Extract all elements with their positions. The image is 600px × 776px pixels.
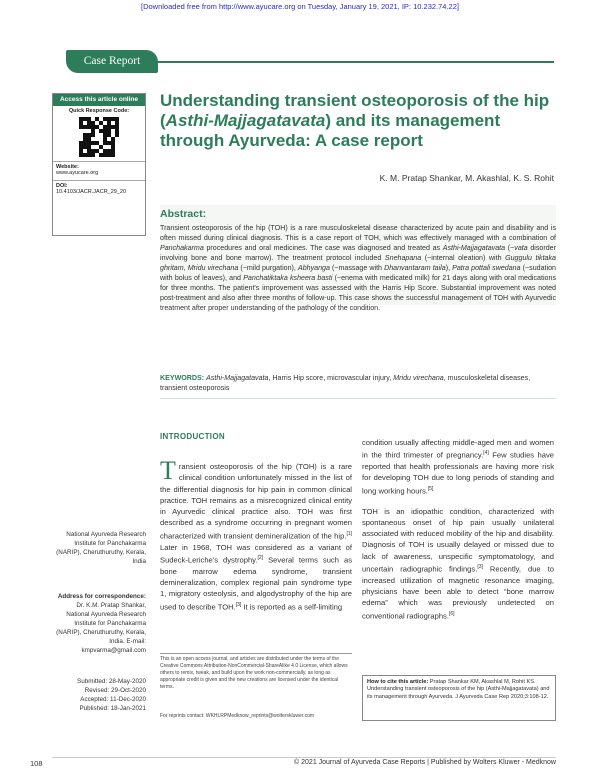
correspondence-text: Dr. K.M. Pratap Shankar, National Ayurveda Research Institute for Panchakarma (NARIP), Cheruthuruthy, Kerala, India. E-mail: kmpvarma@gmail.com (56, 602, 146, 654)
ref-link[interactable]: [5] (427, 485, 434, 492)
doi-block (53, 180, 145, 195)
abstract-divider (160, 398, 556, 399)
ref-link[interactable]: [1] (346, 530, 352, 537)
access-article-box (52, 93, 146, 236)
cite-label: How to cite this article: (367, 679, 429, 685)
introduction-heading: INTRODUCTION (160, 432, 225, 441)
title-text-end: ) and its management through Ayurveda: A case report (160, 111, 501, 150)
revised-date: Revised: 29-Oct-2020 (84, 687, 146, 694)
correspondence-label: Address for correspondence: (57, 593, 146, 600)
authors: K. M. Pratap Shankar, M. Akashlal, K. S. Rohit (379, 173, 554, 183)
page-number: 108 (30, 759, 43, 768)
drop-cap: T (160, 456, 176, 485)
intro-column-1: Transient osteoporosis of the hip (TOH) is a rare clinical condition unfortunately missed in the list of the differential diagnosis for hip pain in common clinical practice. TOH remains as a misrecognized clinical entity in Ayurvedic clinical practice also. TOH was first described as a syndrome occurring in pregnant women characterized with transient demineralization of the hip.[1] Later in 1968, TOH was considered as a variant of Sudeck-Leriche's dystrophy.[2] Several terms such as bone marrow edema syndrome, transient demineralization, complex regional pain syndrome type 1, migratory osteolysis, and algodystrophy of the hip are used to describe TOH.[3] It is reported as a self-limiting (160, 456, 352, 612)
ref-link[interactable]: [4] (483, 450, 489, 457)
article-dates (52, 677, 146, 713)
download-notice[interactable]: [Downloaded free from http://www.ayucare.org on Tuesday, January 19, 2021, IP: 10.232.74.22] (141, 2, 459, 11)
published-date: Published: 18-Jan-2021 (79, 705, 146, 712)
website-block (53, 161, 145, 176)
website-label: Website: (56, 164, 79, 170)
abstract-text: Transient osteoporosis of the hip (TOH) is a rare musculoskeletal disease characterized by acute pain and disability and is often missed during clinical diagnosis. This is a case report of TOH, which was effectively managed with a combination of Panchakarma procedures and oral medicines. The case was diagnosed and treated as Asthi-Majjagatavata (~vata disorder involving bone and bone marrow). The treatment protocol included Snehapana (~internal oleation) with Guggulu tiktaka ghritam, Mridu virechana (~mild purgation), Abhyanga (~massage with Dhanvantaram taila), Patra pottali swedana (~sudation with bolus of leaves), and Panchatiktaka ksheera basti (~enema with medicated milk) for 21 days along with oral medications for three months. The patient's improvement was assessed with the Harris Hip Score. Substantial improvement was noted post-treatment and also after three months of follow-up. This case shows the successful management of TOH with Ayurvedic treatment after proper understanding of the pathology of the condition. (160, 224, 556, 312)
footer-copyright: © 2021 Journal of Ayurveda Case Reports | Published by Wolters Kluwer - Medknow (294, 759, 556, 766)
article-title (160, 91, 556, 151)
ref-link[interactable]: [3] (235, 601, 242, 608)
cite-text: Pratap Shankar KM, Akashlal M, Rohit KS. Understanding transient osteoporosis of the hip (Asthi-Majjagatavata) and its management through Ayurveda. J Ayurveda Case Rep 2020;3:108-12. (367, 679, 550, 700)
submitted-date: Submitted: 28-May-2020 (77, 678, 146, 685)
website-link[interactable]: www.ayucare.org (56, 170, 99, 176)
title-italic: Asthi-Majjagatavata (165, 111, 326, 130)
license-divider (160, 653, 352, 654)
license-text: This is an open access journal, and articles are distributed under the terms of the Creative Commons Attribution-NonCommercial-ShareAlike 4.0 License, which allows others to remix, tweak, and build upon the work non-commercially, as long as appropriate credit is given and the new creations are licensed under the identical terms. (160, 656, 348, 690)
ref-link[interactable]: [6] (448, 610, 455, 617)
intro-column-2: condition usually affecting middle-aged men and women in the third trimester of pregnancy.[4] Few studies have reported that health professionals are having more risk for developing TOH due to long periods of standing and long working hours.[5] TOH is an idiopathic condition, characterized with spontaneous onset of hip pain usually unilateral associated with reduced mobility of the hip and disability. Diagnosis of TOH is usually delayed or missed due to lack of awareness, unspecific symptomatology, and uncertain radiographic findings.[3] Recently, due to increased utilization of magnetic resonance imaging, physicians have been able to detect “bone marrow edema” which was previously undetected on conventional radiographs.[6] (362, 438, 554, 621)
access-header: Access this article online (53, 94, 145, 106)
qr-code-icon[interactable] (79, 117, 119, 157)
abstract-heading: Abstract: (160, 208, 207, 220)
correspondence (52, 592, 146, 655)
reprints-contact[interactable]: For reprints contact: WKHLRPMedknow_reprints@wolterskluwer.com (160, 713, 315, 719)
ref-link[interactable]: [2] (257, 554, 264, 561)
title-text: Understanding transient osteoporosis of the hip ( (160, 91, 550, 130)
keywords-label: KEYWORDS: (160, 374, 205, 382)
section-label: Case Report (66, 50, 158, 73)
doi-label: DOI: (56, 183, 68, 189)
footer-rule (52, 757, 556, 758)
header-rule (158, 61, 554, 63)
qr-label: Quick Response Code: (68, 108, 130, 114)
ref-link[interactable]: [3] (477, 564, 483, 571)
keywords: KEYWORDS: Asthi-Majjagatavata, Harris Hip score, microvascular injury, Mridu virechana, musculoskeletal diseases, transient osteoporosis (160, 374, 531, 392)
doi-value[interactable]: 10.4103/JACR.JACR_29_20 (56, 189, 127, 195)
accepted-date: Accepted: 11-Dec-2020 (80, 696, 146, 703)
affiliation: National Ayurveda Research Institute for Panchakarma (NARIP), Cheruthuruthy, Kerala, India (56, 531, 146, 565)
citation-box (362, 675, 556, 721)
